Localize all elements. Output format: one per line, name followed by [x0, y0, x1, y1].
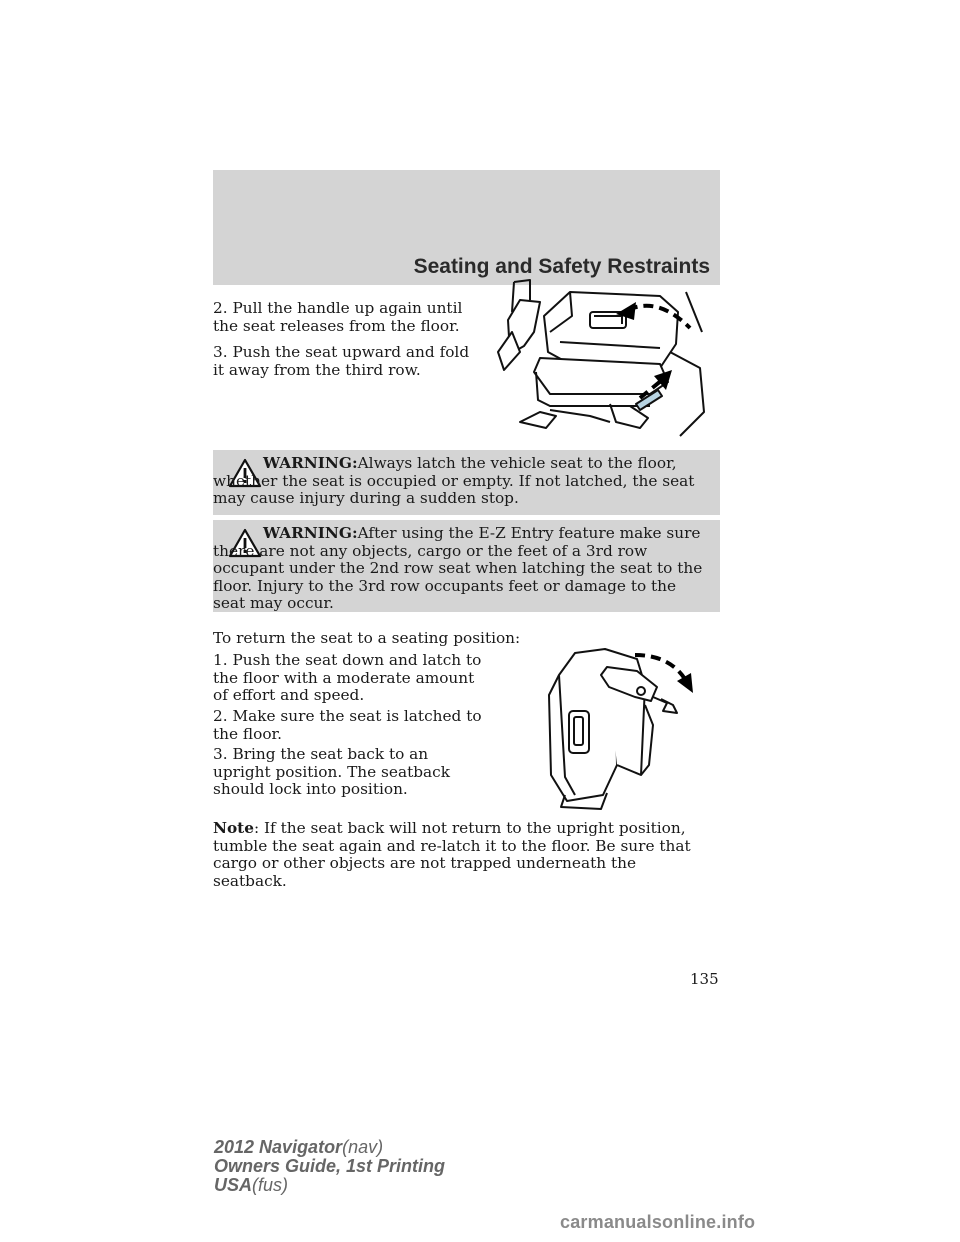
seat-fold-illustration [490, 272, 712, 442]
warning-text-ez-entry: After using the E-Z Entry feature make sure there are not any objects, cargo or the feet of a 3rd row occupant under the 2nd row seat when latching the seat to the floor. Injury to the 3rd row occupants feet or damage to the seat may occur. [213, 524, 703, 612]
section-title: Seating and Safety Restraints [413, 255, 710, 278]
step-push-seat: 3. Push the seat upward and fold it away from the third row. [213, 343, 470, 379]
note-text: : If the seat back will not return to the upright position, tumble the seat again and re-latch it to the floor. Be sure that cargo or other objects are not trapped underneath the seatback. [213, 819, 691, 890]
seatback-return-illustration [545, 645, 705, 815]
footer-model-code: (nav) [342, 1137, 384, 1157]
footer-market: USA [214, 1175, 253, 1195]
watermark-link[interactable]: carmanualsonline.info [560, 1212, 756, 1232]
step-seatback-upright: 3. Bring the seat back to an upright position. The seatback should lock into position. [213, 745, 450, 798]
warning-text-latch: Always latch the vehicle seat to the floor, whether the seat is occupied or empty. If not latched, the seat may cause injury during a sudden stop. [213, 454, 695, 507]
document-footer [214, 1138, 445, 1195]
warning-label: WARNING: [263, 454, 358, 472]
warning-label: WARNING: [263, 524, 358, 542]
return-intro: To return the seat to a seating position: [213, 629, 521, 647]
step-pull-handle: 2. Pull the handle up again until the seat releases from the floor. [213, 299, 463, 335]
step-push-seat-down: 1. Push the seat down and latch to the floor with a moderate amount of effort and speed. [213, 651, 482, 704]
footer-model: 2012 Navigator [214, 1137, 343, 1157]
section-header-band [213, 170, 720, 285]
step-check-latched: 2. Make sure the seat is latched to the floor. [213, 707, 482, 743]
page-number: 135 [690, 970, 719, 988]
warning-box-latch [213, 450, 720, 515]
note-paragraph [213, 820, 713, 890]
footer-market-code: (fus) [252, 1175, 289, 1195]
warning-box-ez-entry [213, 520, 720, 612]
note-label: Note [213, 819, 254, 837]
footer-guide: Owners Guide, 1st Printing [214, 1156, 446, 1176]
